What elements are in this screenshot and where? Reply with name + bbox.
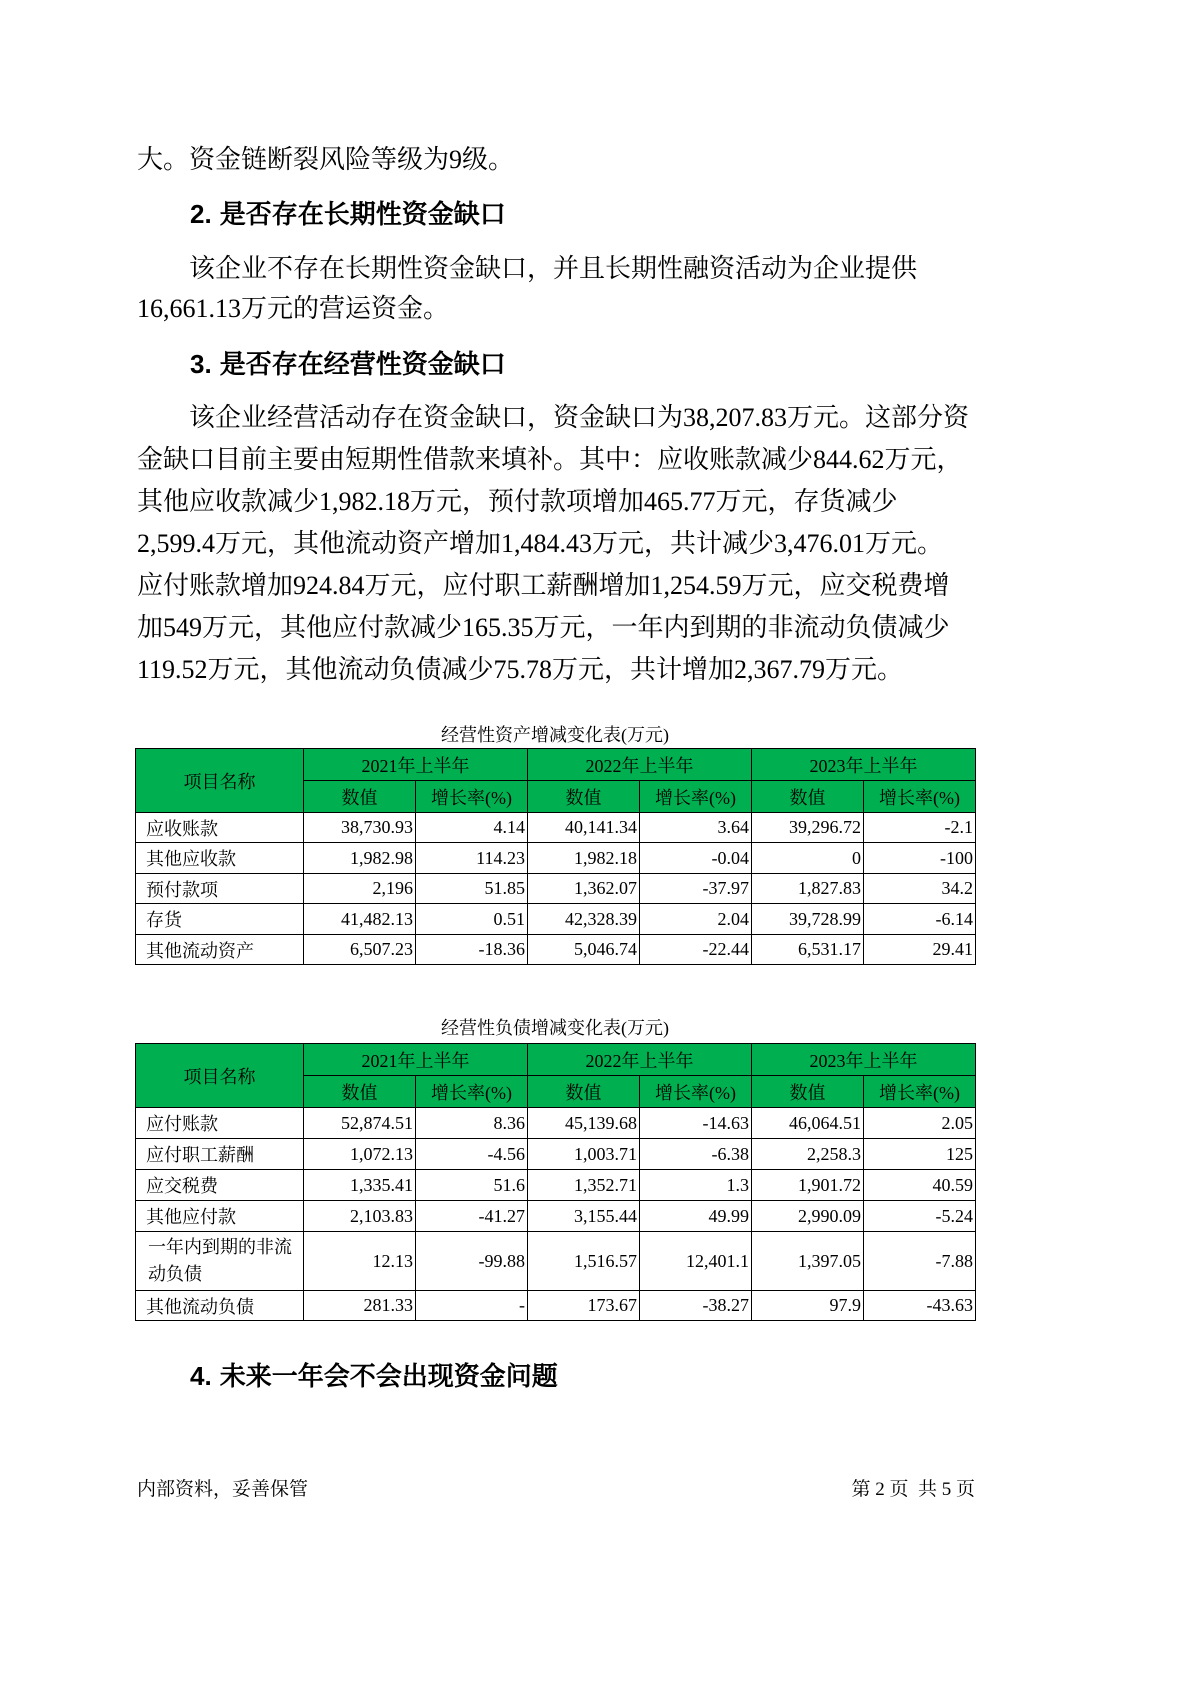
section-title: 未来一年会不会出现资金问题 (219, 1361, 558, 1391)
growth-2022: -0.04 (640, 843, 752, 874)
section-title: 是否存在长期性资金缺口 (219, 199, 506, 229)
growth-2021: 0.51 (416, 904, 528, 935)
period-header-2023: 2023年上半年 (752, 749, 976, 781)
growth-2023: -100 (864, 843, 976, 874)
period-header-2022: 2022年上半年 (528, 749, 752, 781)
value-header: 数值 (304, 1076, 416, 1108)
item-name-header: 项目名称 (136, 1044, 304, 1108)
value-2021: 1,335.41 (304, 1170, 416, 1201)
growth-2023: 29.41 (864, 935, 976, 965)
value-2023: 2,990.09 (752, 1201, 864, 1232)
item-name-header: 项目名称 (136, 749, 304, 813)
paragraph-line: 该企业不存在长期性资金缺口，并且长期性融资活动为企业提供 (189, 254, 918, 283)
liability-change-table (135, 1043, 976, 1321)
section-heading-3 (190, 343, 506, 385)
value-2021: 1,982.98 (304, 843, 416, 874)
growth-2023: -7.88 (864, 1232, 976, 1291)
value-2022: 1,003.71 (528, 1139, 640, 1170)
row-name: 应收账款 (136, 813, 304, 843)
growth-2023: -5.24 (864, 1201, 976, 1232)
table-row (136, 1201, 976, 1232)
value-2023: 39,728.99 (752, 904, 864, 935)
growth-2022: 1.3 (640, 1170, 752, 1201)
table-header-row (136, 749, 976, 781)
continued-paragraph-line: 大。资金链断裂风险等级为9级。 (137, 145, 515, 174)
growth-2021: 4.14 (416, 813, 528, 843)
value-2021: 2,196 (304, 874, 416, 904)
row-name: 存货 (136, 904, 304, 935)
growth-2022: -37.97 (640, 874, 752, 904)
growth-2023: 34.2 (864, 874, 976, 904)
value-2022: 5,046.74 (528, 935, 640, 965)
row-name: 其他应收款 (136, 843, 304, 874)
row-name: 其他流动资产 (136, 935, 304, 965)
growth-2022: 2.04 (640, 904, 752, 935)
table-header-row (136, 1044, 976, 1076)
growth-header: 增长率(%) (864, 781, 976, 813)
growth-2022: -14.63 (640, 1108, 752, 1139)
section-title: 是否存在经营性资金缺口 (219, 349, 506, 379)
growth-2022: 12,401.1 (640, 1232, 752, 1291)
value-2023: 46,064.51 (752, 1108, 864, 1139)
value-header: 数值 (528, 781, 640, 813)
value-2022: 40,141.34 (528, 813, 640, 843)
growth-2021: 114.23 (416, 843, 528, 874)
growth-2021: 51.6 (416, 1170, 528, 1201)
table-row (136, 935, 976, 965)
value-header: 数值 (752, 1076, 864, 1108)
growth-header: 增长率(%) (640, 1076, 752, 1108)
row-name: 其他应付款 (136, 1201, 304, 1232)
value-2021: 6,507.23 (304, 935, 416, 965)
value-2022: 1,982.18 (528, 843, 640, 874)
growth-2022: -22.44 (640, 935, 752, 965)
section-number: 3. (190, 349, 212, 379)
growth-header: 增长率(%) (864, 1076, 976, 1108)
section-number: 4. (190, 1361, 212, 1391)
page-number: 第 2 页 共 5 页 (851, 1479, 975, 1500)
period-header-2021: 2021年上半年 (304, 1044, 528, 1076)
paragraph-line: 其他应收款减少1,982.18万元，预付款项增加465.77万元，存货减少 (137, 487, 898, 516)
value-2021: 2,103.83 (304, 1201, 416, 1232)
section-heading-4 (190, 1355, 558, 1397)
liability-table-caption: 经营性负债增减变化表(万元) (441, 1018, 669, 1038)
row-name: 预付款项 (136, 874, 304, 904)
value-2023: 39,296.72 (752, 813, 864, 843)
row-name: 应交税费 (136, 1170, 304, 1201)
table-row (136, 1232, 976, 1291)
growth-2021: - (416, 1291, 528, 1321)
value-2023: 2,258.3 (752, 1139, 864, 1170)
value-header: 数值 (752, 781, 864, 813)
value-2022: 173.67 (528, 1291, 640, 1321)
value-2023: 0 (752, 843, 864, 874)
table-row (136, 1108, 976, 1139)
growth-2023: 40.59 (864, 1170, 976, 1201)
table-row (136, 843, 976, 874)
growth-2022: 49.99 (640, 1201, 752, 1232)
growth-2021: -99.88 (416, 1232, 528, 1291)
growth-header: 增长率(%) (416, 1076, 528, 1108)
growth-2023: -43.63 (864, 1291, 976, 1321)
table-row (136, 904, 976, 935)
growth-2021: -18.36 (416, 935, 528, 965)
row-name: 一年内到期的非流动负债 (136, 1232, 304, 1291)
footer-confidential-note: 内部资料，妥善保管 (137, 1479, 309, 1500)
value-2022: 1,352.71 (528, 1170, 640, 1201)
paragraph-line: 119.52万元，其他流动负债减少75.78万元，共计增加2,367.79万元。 (137, 655, 904, 684)
growth-2021: -41.27 (416, 1201, 528, 1232)
period-header-2021: 2021年上半年 (304, 749, 528, 781)
period-header-2023: 2023年上半年 (752, 1044, 976, 1076)
growth-header: 增长率(%) (416, 781, 528, 813)
value-2021: 52,874.51 (304, 1108, 416, 1139)
growth-header: 增长率(%) (640, 781, 752, 813)
value-2022: 42,328.39 (528, 904, 640, 935)
value-2022: 1,362.07 (528, 874, 640, 904)
table-row (136, 874, 976, 904)
paragraph-line: 2,599.4万元，其他流动资产增加1,484.43万元，共计减少3,476.01万元。 (137, 529, 944, 558)
row-name: 其他流动负债 (136, 1291, 304, 1321)
paragraph-line: 16,661.13万元的营运资金。 (137, 294, 450, 323)
growth-2022: -6.38 (640, 1139, 752, 1170)
value-2023: 1,397.05 (752, 1232, 864, 1291)
value-header: 数值 (304, 781, 416, 813)
table-row (136, 813, 976, 843)
paragraph-line: 加549万元，其他应付款减少165.35万元，一年内到期的非流动负债减少 (137, 613, 950, 642)
value-2023: 97.9 (752, 1291, 864, 1321)
growth-2021: 8.36 (416, 1108, 528, 1139)
value-2021: 1,072.13 (304, 1139, 416, 1170)
growth-2023: -6.14 (864, 904, 976, 935)
period-header-2022: 2022年上半年 (528, 1044, 752, 1076)
paragraph-line: 应付账款增加924.84万元，应付职工薪酬增加1,254.59万元，应交税费增 (137, 571, 950, 600)
paragraph-line: 该企业经营活动存在资金缺口，资金缺口为38,207.83万元。这部分资 (189, 403, 970, 432)
table-row (136, 1291, 976, 1321)
value-2023: 1,827.83 (752, 874, 864, 904)
value-2021: 281.33 (304, 1291, 416, 1321)
growth-2023: 2.05 (864, 1108, 976, 1139)
value-2021: 38,730.93 (304, 813, 416, 843)
asset-change-table (135, 748, 976, 965)
value-header: 数值 (528, 1076, 640, 1108)
row-name: 应付账款 (136, 1108, 304, 1139)
growth-2021: 51.85 (416, 874, 528, 904)
asset-table-caption: 经营性资产增减变化表(万元) (441, 725, 669, 745)
growth-2023: 125 (864, 1139, 976, 1170)
growth-2022: 3.64 (640, 813, 752, 843)
paragraph-line: 金缺口目前主要由短期性借款来填补。其中：应收账款减少844.62万元， (137, 445, 963, 474)
table-row (136, 1170, 976, 1201)
value-2022: 3,155.44 (528, 1201, 640, 1232)
row-name: 应付职工薪酬 (136, 1139, 304, 1170)
growth-2022: -38.27 (640, 1291, 752, 1321)
growth-2023: -2.1 (864, 813, 976, 843)
table-row (136, 1139, 976, 1170)
section-number: 2. (190, 199, 212, 229)
growth-2021: -4.56 (416, 1139, 528, 1170)
value-2023: 1,901.72 (752, 1170, 864, 1201)
value-2022: 45,139.68 (528, 1108, 640, 1139)
section-heading-2 (190, 193, 506, 235)
value-2021: 12.13 (304, 1232, 416, 1291)
value-2023: 6,531.17 (752, 935, 864, 965)
value-2022: 1,516.57 (528, 1232, 640, 1291)
value-2021: 41,482.13 (304, 904, 416, 935)
